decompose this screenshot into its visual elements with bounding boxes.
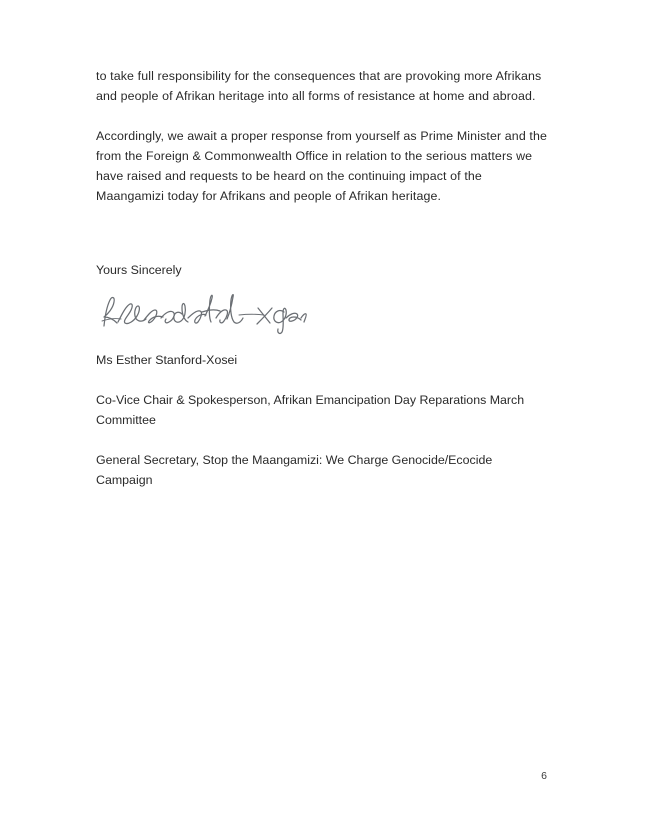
signature: [96, 288, 548, 346]
page-number: 6: [541, 770, 547, 782]
letter-body: [96, 66, 548, 490]
signer-name: Ms Esther Stanford-Xosei: [96, 353, 238, 367]
paragraph-responsibility: to take full responsibility for the consequences that are provoking more Afrikans and people of Afrikan heritage into all forms of resistance at home and abroad.: [96, 69, 542, 103]
role-general-secretary: General Secretary, Stop the Maangamizi: We Charge Genocide/Ecocide Campaign: [96, 453, 493, 487]
paragraph-response-request: Accordingly, we await a proper response from yourself as Prime Minister and the from the Foreign & Commonwealth Office in relation to the serious matters we have raised and requests to be heard on the continuing impact of the Maangamizi today for Afrikans and people of Afrikan heritage.: [96, 129, 547, 203]
salutation: Yours Sincerely: [96, 263, 182, 277]
signature-spacer: [96, 206, 548, 260]
role-co-vice-chair: Co-Vice Chair & Spokesperson, Afrikan Emancipation Day Reparations March Committee: [96, 393, 525, 427]
handwritten-signature-icon: [98, 288, 308, 340]
